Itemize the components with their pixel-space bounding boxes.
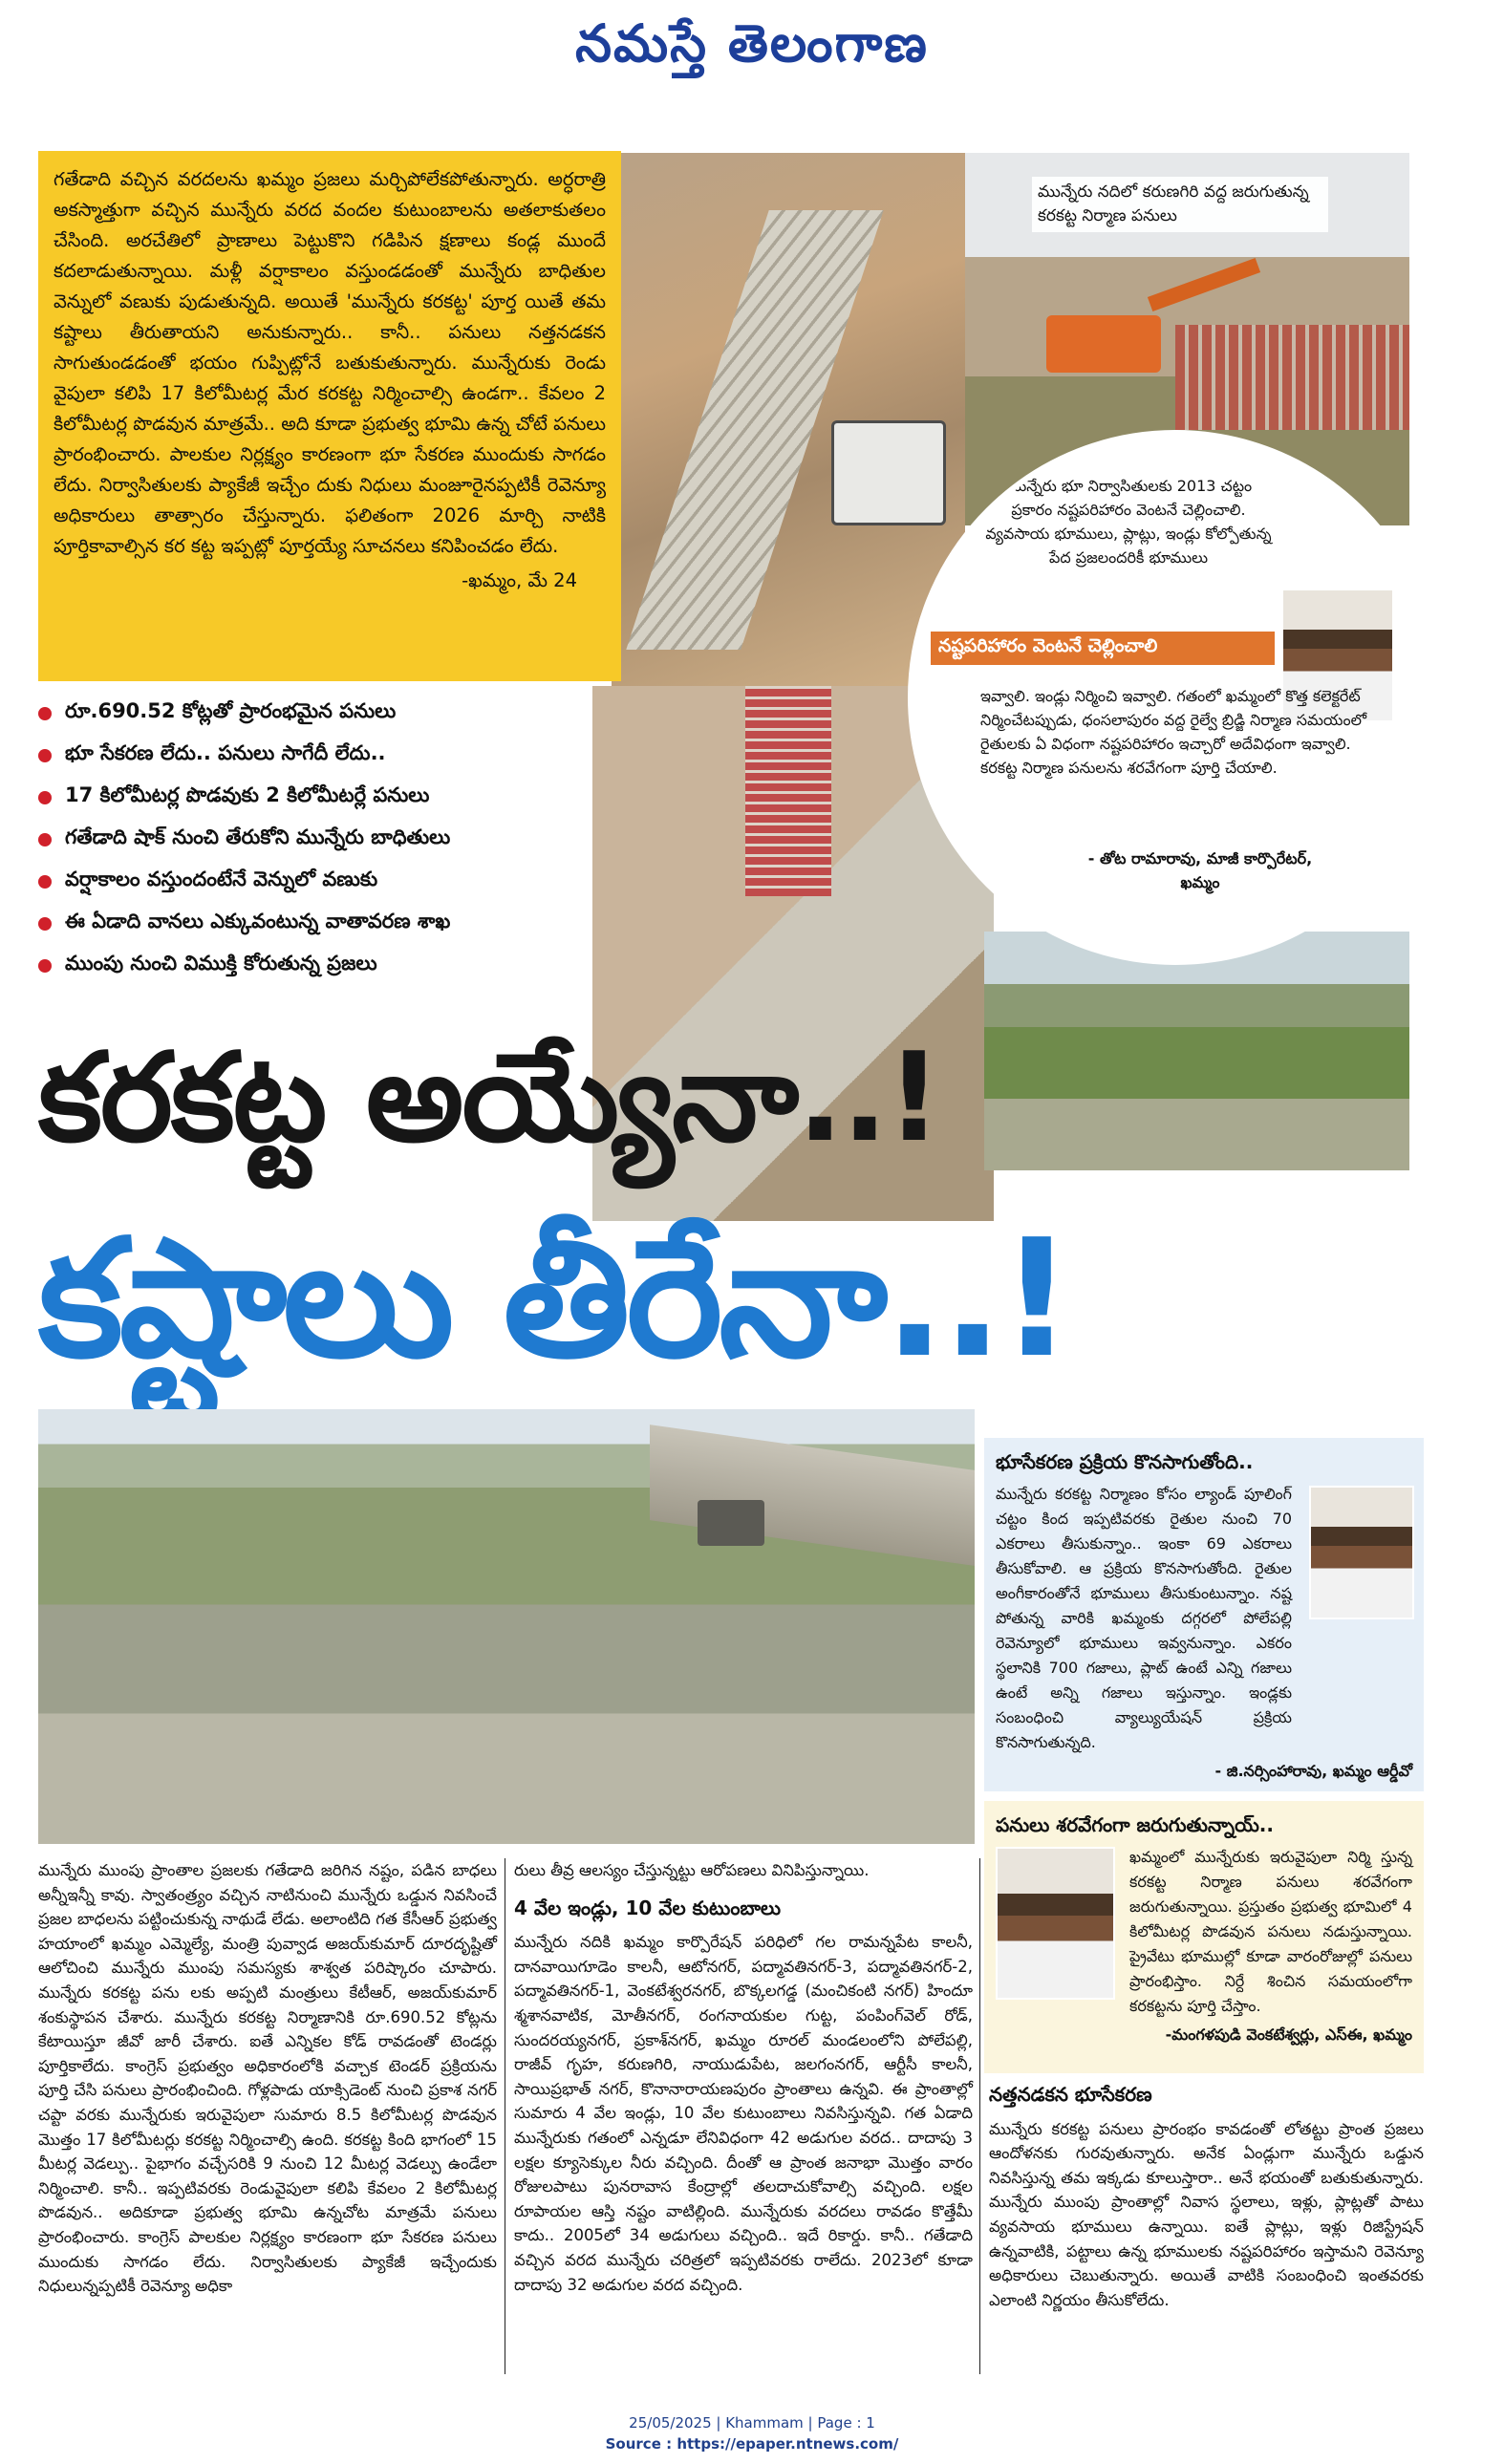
masthead	[0, 0, 1504, 86]
footer-edition: 25/05/2025 | Khammam | Page : 1	[629, 2414, 875, 2432]
column1-text: మున్నేరు ముంపు ప్రాంతాల ప్రజలకు గతేడాది జరిగిన నష్టం, పడిన బాధలు అన్నీఇన్నీ కావు. స్వాతంత్ర్యం వచ్చిన నాటినుంచి మున్నేరు ఒడ్డున నివసించే ప్రజల బాధలను పట్టించుకున్న నాథుడే లేడు. అలాంటిది గత కేసీఆర్ ప్రభుత్వ హయాంలో ఖమ్మం ఎమ్మెల్యే, మంత్రి పువ్వాడ అజయ్‌కుమార్ దూరదృష్టితో ఆలోచించి మున్నేరు ముంపు సమస్యకు శాశ్వత పరిష్కారం చూపారు. మున్నేరు కరకట్ట పను లకు అప్పటి మంత్రులు కేటీఆర్, అజయ్‌కుమార్ శంకుస్థాపన చేశారు. మున్నేరు కరకట్ట నిర్మాణానికి రూ.690.52 కోట్లను కేటాయిస్తూ జీవో జారీ చేశారు. ఐతే ఎన్నికల కోడ్ రావడంతో టెండర్లు పూర్తికాలేదు. కాంగ్రెస్ ప్రభుత్వం అధికారంలోకి వచ్చాక టెండర్ ప్రక్రియను పూర్తి చేసి పనులు ప్రారంభించింది. గోళ్లపాడు యాక్సిడెంట్ నుంచి ప్రకాశ నగర్ చప్టా వరకు మున్నేరుకు ఇరువైపులా సుమారు 8.5 కిలోమీటర్ల పొడవున మొత్తం 17 కిలోమీటర్లు కరకట్ట నిర్మించాల్సి ఉంది. కరకట్ట కింది భాగంలో 15 మీటర్ల వెడల్పు.. పైభాగం వచ్చేసరికి 9 నుంచి 12 మీటర్ల వెడల్పు ఉండేలా నిర్మించాలి. కానీ.. ఇప్పటివరకు రెండువైపులా కలిపి కేవలం 2 కిలోమీటర్ల పొడవున.. అదికూడా ప్రభుత్వ భూమి ఉన్నచోట మాత్రమే పనులు ప్రారంభించారు. కాంగ్రెస్ పాలకుల నిర్లక్ష్యం కారణంగా భూ సేకరణ పనులు ముందుకు సాగడం లేదు. నిర్వాసితులకు ప్యాకేజీ ఇచ్చేందుకు నిధులున్నప్పటికీ రెవెన్యూ అధికా	[38, 1861, 497, 2296]
land-box-body: మున్నేరు కరకట్ట నిర్మాణం కోసం ల్యాండ్ పూలింగ్ చట్టం కింద ఇప్పటివరకు రైతుల నుంచి 70 ఎకరాలు తీసుకున్నాం.. ఇంకా 69 ఎకరాలు తీసుకోవాలి. ఆ ప్రక్రియ కొనసాగుతోంది. రైతుల అంగీకారంతోనే భూములు తీసుకుంటున్నాం. నష్ట పోతున్న వారికి ఖమ్మంకు దగ్గరలో పోలేపల్లి రెవెన్యూలో భూములు ఇవ్వనున్నాం. ఎకరం స్థలానికి 700 గజాలు, ప్లాట్ ఉంటే ఎన్ని గజాలు ఉంటే అన్ని గజాలు ఇస్తున్నాం. ఇండ్లకు సంబంధించి వ్యాల్యుయేషన్ ప్రక్రియ కొనసాగుతున్నది.	[996, 1485, 1292, 1751]
land-box-sign: - జి.నర్సింహారావు, ఖమ్మం ఆర్డీవో	[1214, 1762, 1412, 1780]
highlight-item: ఈ ఏడాది వానలు ఎక్కువంటున్న వాతావరణ శాఖ	[38, 903, 612, 945]
highlight-item: ముంపు నుంచి విముక్తి కోరుతున్న ప్రజలు	[38, 945, 612, 987]
land-acquisition-box	[984, 1438, 1424, 1791]
intro-text: గతేడాది వచ్చిన వరదలను ఖమ్మం ప్రజలు మర్చిపోలేకపోతున్నారు. అర్ధరాత్రి అకస్మాత్తుగా వచ్చిన మున్నేరు వరద వందల కుటుంబాలను అతలాకుతలం చేసింది. అరచేతిలో ప్రాణాలు పెట్టుకొని గడిపిన క్షణాలు కండ్ల ముందే కదలాడుతున్నాయి. మళ్లీ వర్షాకాలం వస్తుండడంతో మున్నేరు బాధితుల వెన్నులో వణుకు పుడుతున్నది. అయితే 'మున్నేరు కరకట్ట' పూర్త యితే తమ కష్టాలు తీరుతాయని అనుకున్నారు.. కానీ.. పనులు నత్తనడకన సాగుతుండడంతో భయం గుప్పిట్లోనే బతుకుతున్నారు. మున్నేరుకు రెండు వైపులా కలిపి 17 కిలోమీటర్ల మేర కరకట్ట నిర్మించాల్సి ఉండగా.. కేవలం 2 కిలోమీటర్ల పొడవున మాత్రమే.. అది కూడా ప్రభుత్వ భూమి ఉన్న చోటే పనులు ప్రారంభించారు. పాలకుల నిర్లక్ష్యం కారణంగా భూ సేకరణ ముందుకు సాగడం లేదు. నిర్వాసితులకు ప్యాకేజీ ఇచ్చేం దుకు నిధులు మంజూరైనప్పటికీ రెవెన్యూ అధికారులు తాత్సారం చేస్తున్నారు. ఫలితంగా 2026 మార్చి నాటికి పూర్తికావాల్సిన కర కట్ట ఇప్పట్లో పూర్తయ్యే సూచనలు కనిపించడం లేదు.	[54, 168, 606, 557]
red-dot-icon	[38, 875, 52, 889]
quote-title: నష్టపరిహారం వెంటనే చెల్లించాలి	[931, 632, 1275, 665]
works-box	[984, 1801, 1424, 2073]
works-box-body: ఖమ్మంలో మున్నేరుకు ఇరువైపులా నిర్మి స్తున్న కరకట్ట నిర్మాణ పనులు శరవేగంగా జరుగుతున్నాయి. ప్రస్తుతం ప్రభుత్వ భూమిలో 4 కిలోమీటర్ల పొడవున పనులు నడుస్తున్నాయి. ప్రైవేటు భూముల్లో కూడా వారంరోజుల్లో పనులు ప్రారంభిస్తాం. నిర్దే శించిన సమయంలోగా కరకట్టను పూర్తి చేస్తాం.	[1129, 1848, 1412, 2015]
quote-sign: - తోట రామారావు, మాజీ కార్పొరేటర్, ఖమ్మం	[1087, 849, 1313, 891]
land-box-title: భూసేకరణ ప్రక్రియ కొనసాగుతోంది..	[996, 1450, 1254, 1473]
column-divider	[979, 1858, 980, 2374]
highlight-item: భూ సేకరణ లేదు.. పనులు సాగేదీ లేదు..	[38, 735, 612, 777]
column2-text: మున్నేరు నదికి ఖమ్మం కార్పొరేషన్ పరిధిలో గల రామన్నపేట కాలనీ, దానవాయిగూడెం కాలనీ, ఆటోనగర్, పద్మావతినగర్-3, పద్మావతినగర్-2, పద్మావతినగర్-1, వెంకటేశ్వరనగర్, బొక్కలగడ్డ (మంచికంటి నగర్) హిందూ శ్మశానవాటిక, మోతీనగర్, రంగనాయకుల గుట్ట, పంపింగ్‌వెల్ రోడ్, సుందరయ్యనగర్, ప్రకాశ్‌నగర్, ఖమ్మం రూరల్ మండలంలోని పోలేపల్లి, రాజీవ్ గృహ, కరుణగిరి, నాయుడుపేట, జలగంనగర్, ఆర్టీసీ కాలనీ, సాయిప్రభాత్ నగర్, కొనానారాయణపురం ప్రాంతాలు ఉన్నవి. ఈ ప్రాంతాల్లో సుమారు 4 వేల ఇండ్లు, 10 వేల కుటుంబాలు నివసిస్తున్నవి. గత ఏడాది మున్నేరుకు గతంలో ఎన్నడూ లేనివిధంగా 42 అడుగుల వరద.. దాదాపు 3 లక్షల క్యూసెక్కుల నీరు వచ్చింది. దీంతో ఆ ప్రాంత జనాభా మొత్తం వారం రోజులపాటు పునరావాస కేంద్రాల్లో తలదాచుకోవాల్సి వచ్చింది. లక్షల రూపాయల ఆస్తి నష్టం వాటిల్లింది. మున్నేరుకు వరదలు రావడం కొత్తేమీ కాదు.. 2005లో 34 అడుగులు వచ్చింది.. ఇదే రికార్డు. కానీ.. గతేడాది వచ్చిన వరద మున్నేరు చరిత్రలో ఇప్పటివరకు రాలేదు. 2023లో కూడా దాదాపు 32 అడుగుల వరద వచ్చింది.	[514, 1933, 973, 2294]
newspaper-title: నమస్తే తెలంగాణ	[575, 12, 929, 74]
page-footer	[0, 2412, 1504, 2454]
red-dot-icon	[38, 707, 52, 720]
red-tiles-shape	[745, 686, 831, 896]
column3-text: మున్నేరు కరకట్ట పనులు ప్రారంభం కావడంతో లోతట్టు ప్రాంత ప్రజలు ఆందోళనకు గురవుతున్నారు. అనేక ఏండ్లుగా మున్నేరు ఒడ్డున నివసిస్తున్న తమ ఇక్కడు కూలుస్తారా.. అనే భయంతో బతుకుతున్నారు. మున్నేరు ముంపు ప్రాంతాల్లో నివాస స్థలాలు, ఇళ్లు, ప్లాట్లతో పాటు వ్యవసాయ భూములు ఉన్నాయి. ఐతే ప్లాట్లు, ఇళ్లు రిజిస్ట్రేషన్ ఉన్నవాటికి, పట్టాలు ఉన్న భూములకు నష్టపరిహారం ఇస్తామని రెవెన్యూ అధికారులు చెబుతున్నారు. అయితే వాటికి సంబంధించి ఇంతవరకు ఎలాంటి నిర్ణయం తీసుకోలేదు.	[989, 2119, 1424, 2309]
quote-pre: మున్నేరు భూ నిర్వాసితులకు 2013 చట్టం ప్రకారం నష్టపరిహారం వెంటనే చెల్లించాలి. వ్యవసాయ భూములు, ప్లాట్లు, ఇండ్లు కోల్పోతున్న పేద ప్రజలందరికీ భూములు	[985, 477, 1272, 567]
truck-shape-large	[698, 1500, 764, 1546]
portrait-rdo	[1309, 1486, 1414, 1619]
article-column-3	[989, 2083, 1424, 2312]
works-box-sign: -మంగళపుడి వెంకటేశ్వర్లు, ఎస్ఈ, ఖమ్మం	[1165, 2025, 1412, 2044]
dateline: -ఖమ్మం, మే 24	[462, 569, 577, 591]
red-dot-icon	[38, 749, 52, 762]
brick-wall-shape	[1175, 325, 1409, 430]
construction-photo-topleft	[612, 153, 965, 688]
highlights-list	[38, 693, 612, 987]
column3-subhead: నత్తనడకన భూసేకరణ	[989, 2083, 1152, 2106]
highlight-item: 17 కిలోమీటర్ల పొడవుకు 2 కిలోమీటర్లే పనులు	[38, 777, 612, 819]
photo-caption-top: మున్నేరు నదిలో కరుణగిరి వద్ద జరుగుతున్న కరకట్ట నిర్మాణ పనులు	[1032, 177, 1328, 232]
highlight-item: గతేడాది షాక్ నుంచి తేరుకోని మున్నేరు బాధితులు	[38, 819, 612, 861]
red-dot-icon	[38, 833, 52, 846]
truck-shape	[831, 420, 946, 525]
excavator-shape	[1046, 315, 1161, 373]
red-dot-icon	[38, 917, 52, 931]
column2-top-text: రులు తీవ్ర ఆలస్యం చేస్తున్నట్టు ఆరోపణలు వినిపిస్తున్నాయి.	[514, 1861, 870, 1879]
works-box-title: పనులు శరవేగంగా జరుగుతున్నాయ్..	[996, 1813, 1274, 1836]
excavator-arm-shape	[1148, 258, 1260, 311]
intro-box	[38, 151, 621, 681]
article-column-1	[38, 1858, 497, 2299]
red-dot-icon	[38, 959, 52, 973]
river-photo-right	[984, 932, 1409, 1170]
portrait-se	[996, 1847, 1115, 2000]
headline-secondary: కష్టాలు తీరేనా..!	[38, 1205, 1070, 1394]
red-dot-icon	[38, 791, 52, 804]
river-photo-large	[38, 1409, 975, 1844]
article-column-2	[514, 1858, 973, 2297]
highlight-item: వర్షాకాలం వస్తుందంటేనే వెన్నులో వణుకు	[38, 861, 612, 903]
highlight-item: రూ.690.52 కోట్లతో ప్రారంభమైన పనులు	[38, 693, 612, 735]
quote-body: ఇవ్వాలి. ఇండ్లు నిర్మించి ఇవ్వాలి. గతంలో ఖమ్మంలో కొత్త కలెక్టరేట్ నిర్మించేటప్పుడు, ధంసలాపురం వద్ద రైల్వే బ్రిడ్జి నిర్మాణ సమయంలో రైతులకు ఏ విధంగా నష్టపరిహారం ఇచ్చారో అదేవిధంగా ఇవ్వాలి. కరకట్ట నిర్మాణ పనులను శరవేగంగా పూర్తి చేయాలి.	[980, 687, 1367, 777]
footer-source: Source : https://epaper.ntnews.com/	[605, 2435, 899, 2453]
headline-primary: కరకట్ట అయ్యేనా..!	[38, 1027, 940, 1169]
quote-circle	[908, 430, 1443, 965]
column2-subhead: 4 వేల ఇండ్లు, 10 వేల కుటుంబాలు	[514, 1896, 781, 1919]
